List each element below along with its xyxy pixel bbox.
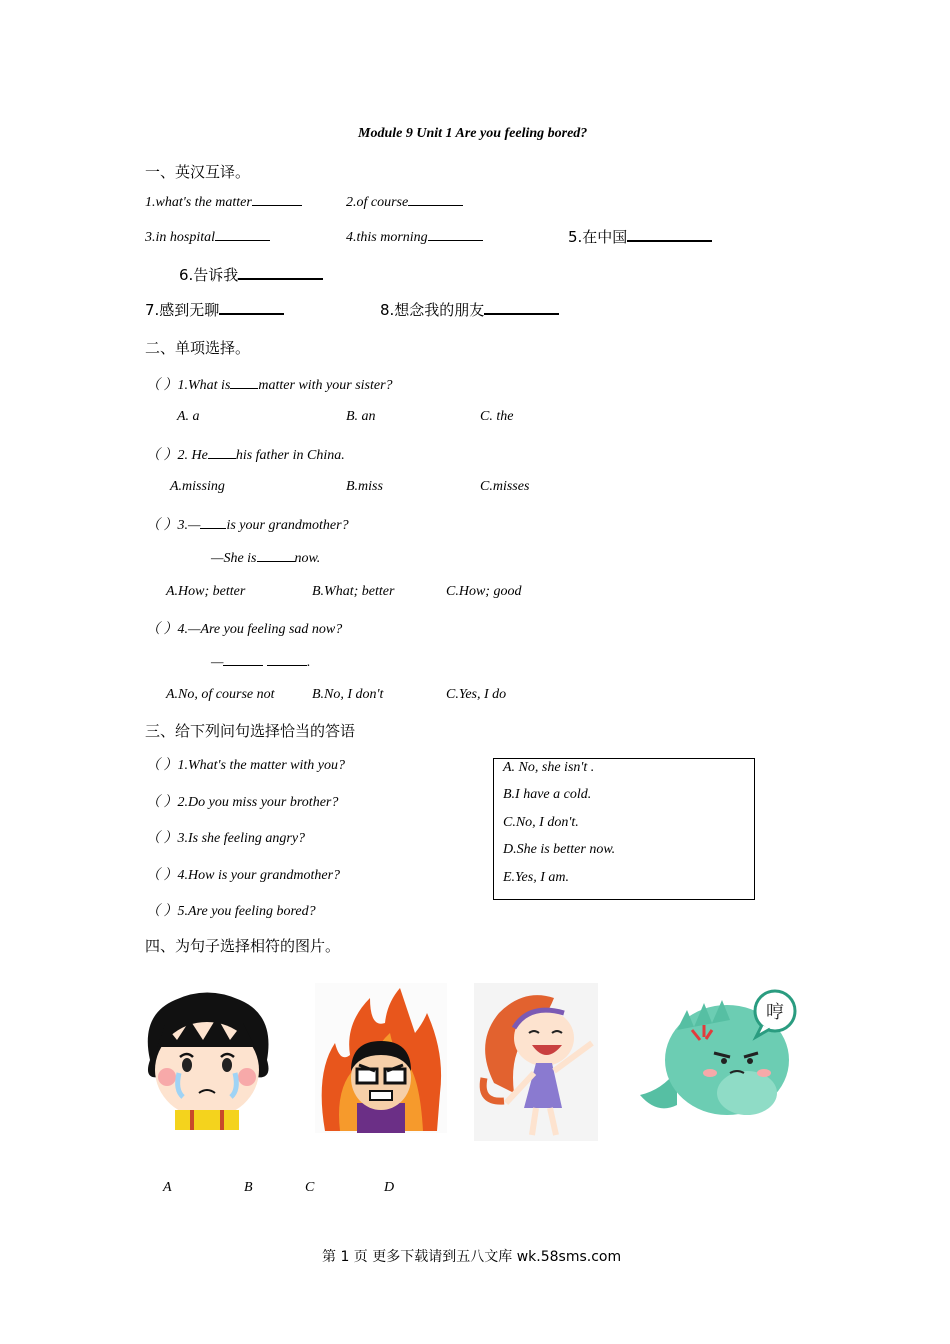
s2-q3-line2: —She is now. [211,551,321,566]
s1-item-7: 7.感到无聊 [145,299,284,320]
s2-q4-line2: — . [211,655,311,670]
s3-question-5: （ ）5.Are you feeling bored? [146,904,316,919]
s2-q3-option-a: A.How; better [166,584,246,599]
s2-q1-option-b: B. an [346,409,376,424]
s3-answer-c: C.No, I don't. [503,815,579,830]
s3-answer-e: E.Yes, I am. [503,870,569,885]
section1-heading: 一、英汉互译。 [145,163,251,181]
grumpy-dinosaur-picture [632,985,802,1120]
s2-q2: （ ）2. He his father in China. [146,448,345,463]
s2-q4-option-b: B.No, I don't [312,687,384,702]
angry-boy-picture [315,983,447,1133]
speech-bubble-text: 哼 [766,1002,784,1023]
s1-item-5: 5.在中国 [568,226,712,247]
section4-heading: 四、为句子选择相符的图片。 [145,937,341,955]
picture-label-d: D [384,1180,395,1195]
sad-girl-picture [135,985,280,1130]
s2-q1: （ ）1.What is matter with your sister? [146,378,393,393]
s2-q4-option-a: A.No, of course not [166,687,275,702]
s3-answer-d: D.She is better now. [503,842,616,857]
s1-item-6: 6.告诉我 [179,264,323,285]
picture-label-a: A [163,1180,172,1195]
happy-girl-picture [474,983,598,1141]
s2-q3: （ ）3.— is your grandmother? [146,518,349,533]
s3-answer-b: B.I have a cold. [503,787,592,802]
s2-q1-option-c: C. the [480,409,514,424]
page-footer: 第 1 页 更多下载请到五八文库 wk.58sms.com [322,1249,622,1265]
picture-label-c: C [305,1180,315,1195]
s3-question-1: （ ）1.What's the matter with you? [146,758,345,773]
page-title: Module 9 Unit 1 Are you feeling bored? [358,126,588,141]
s2-q4: （ ）4.—Are you feeling sad now? [146,622,343,637]
s1-item-1: 1.what's the matter [145,193,302,211]
s2-q3-option-c: C.How; good [446,584,522,599]
s2-q1-option-a: A. a [177,409,200,424]
s1-item-2: 2.of course [346,193,463,211]
s1-item-3: 3.in hospital [145,228,270,246]
picture-label-b: B [244,1180,253,1195]
s2-q2-option-c: C.misses [480,479,530,494]
s2-q2-option-a: A.missing [170,479,225,494]
s3-question-3: （ ）3.Is she feeling angry? [146,831,306,846]
s1-item-4: 4.this morning [346,228,483,246]
s2-q4-option-c: C.Yes, I do [446,687,507,702]
s3-question-2: （ ）2.Do you miss your brother? [146,795,339,810]
section3-heading: 三、给下列问句选择恰当的答语 [145,722,356,740]
s1-item-8: 8.想念我的朋友 [380,299,559,320]
section2-heading: 二、单项选择。 [145,339,251,357]
s3-answer-a: A. No, she isn't . [503,760,595,775]
s2-q3-option-b: B.What; better [312,584,395,599]
s3-question-4: （ ）4.How is your grandmother? [146,868,341,883]
s2-q2-option-b: B.miss [346,479,383,494]
